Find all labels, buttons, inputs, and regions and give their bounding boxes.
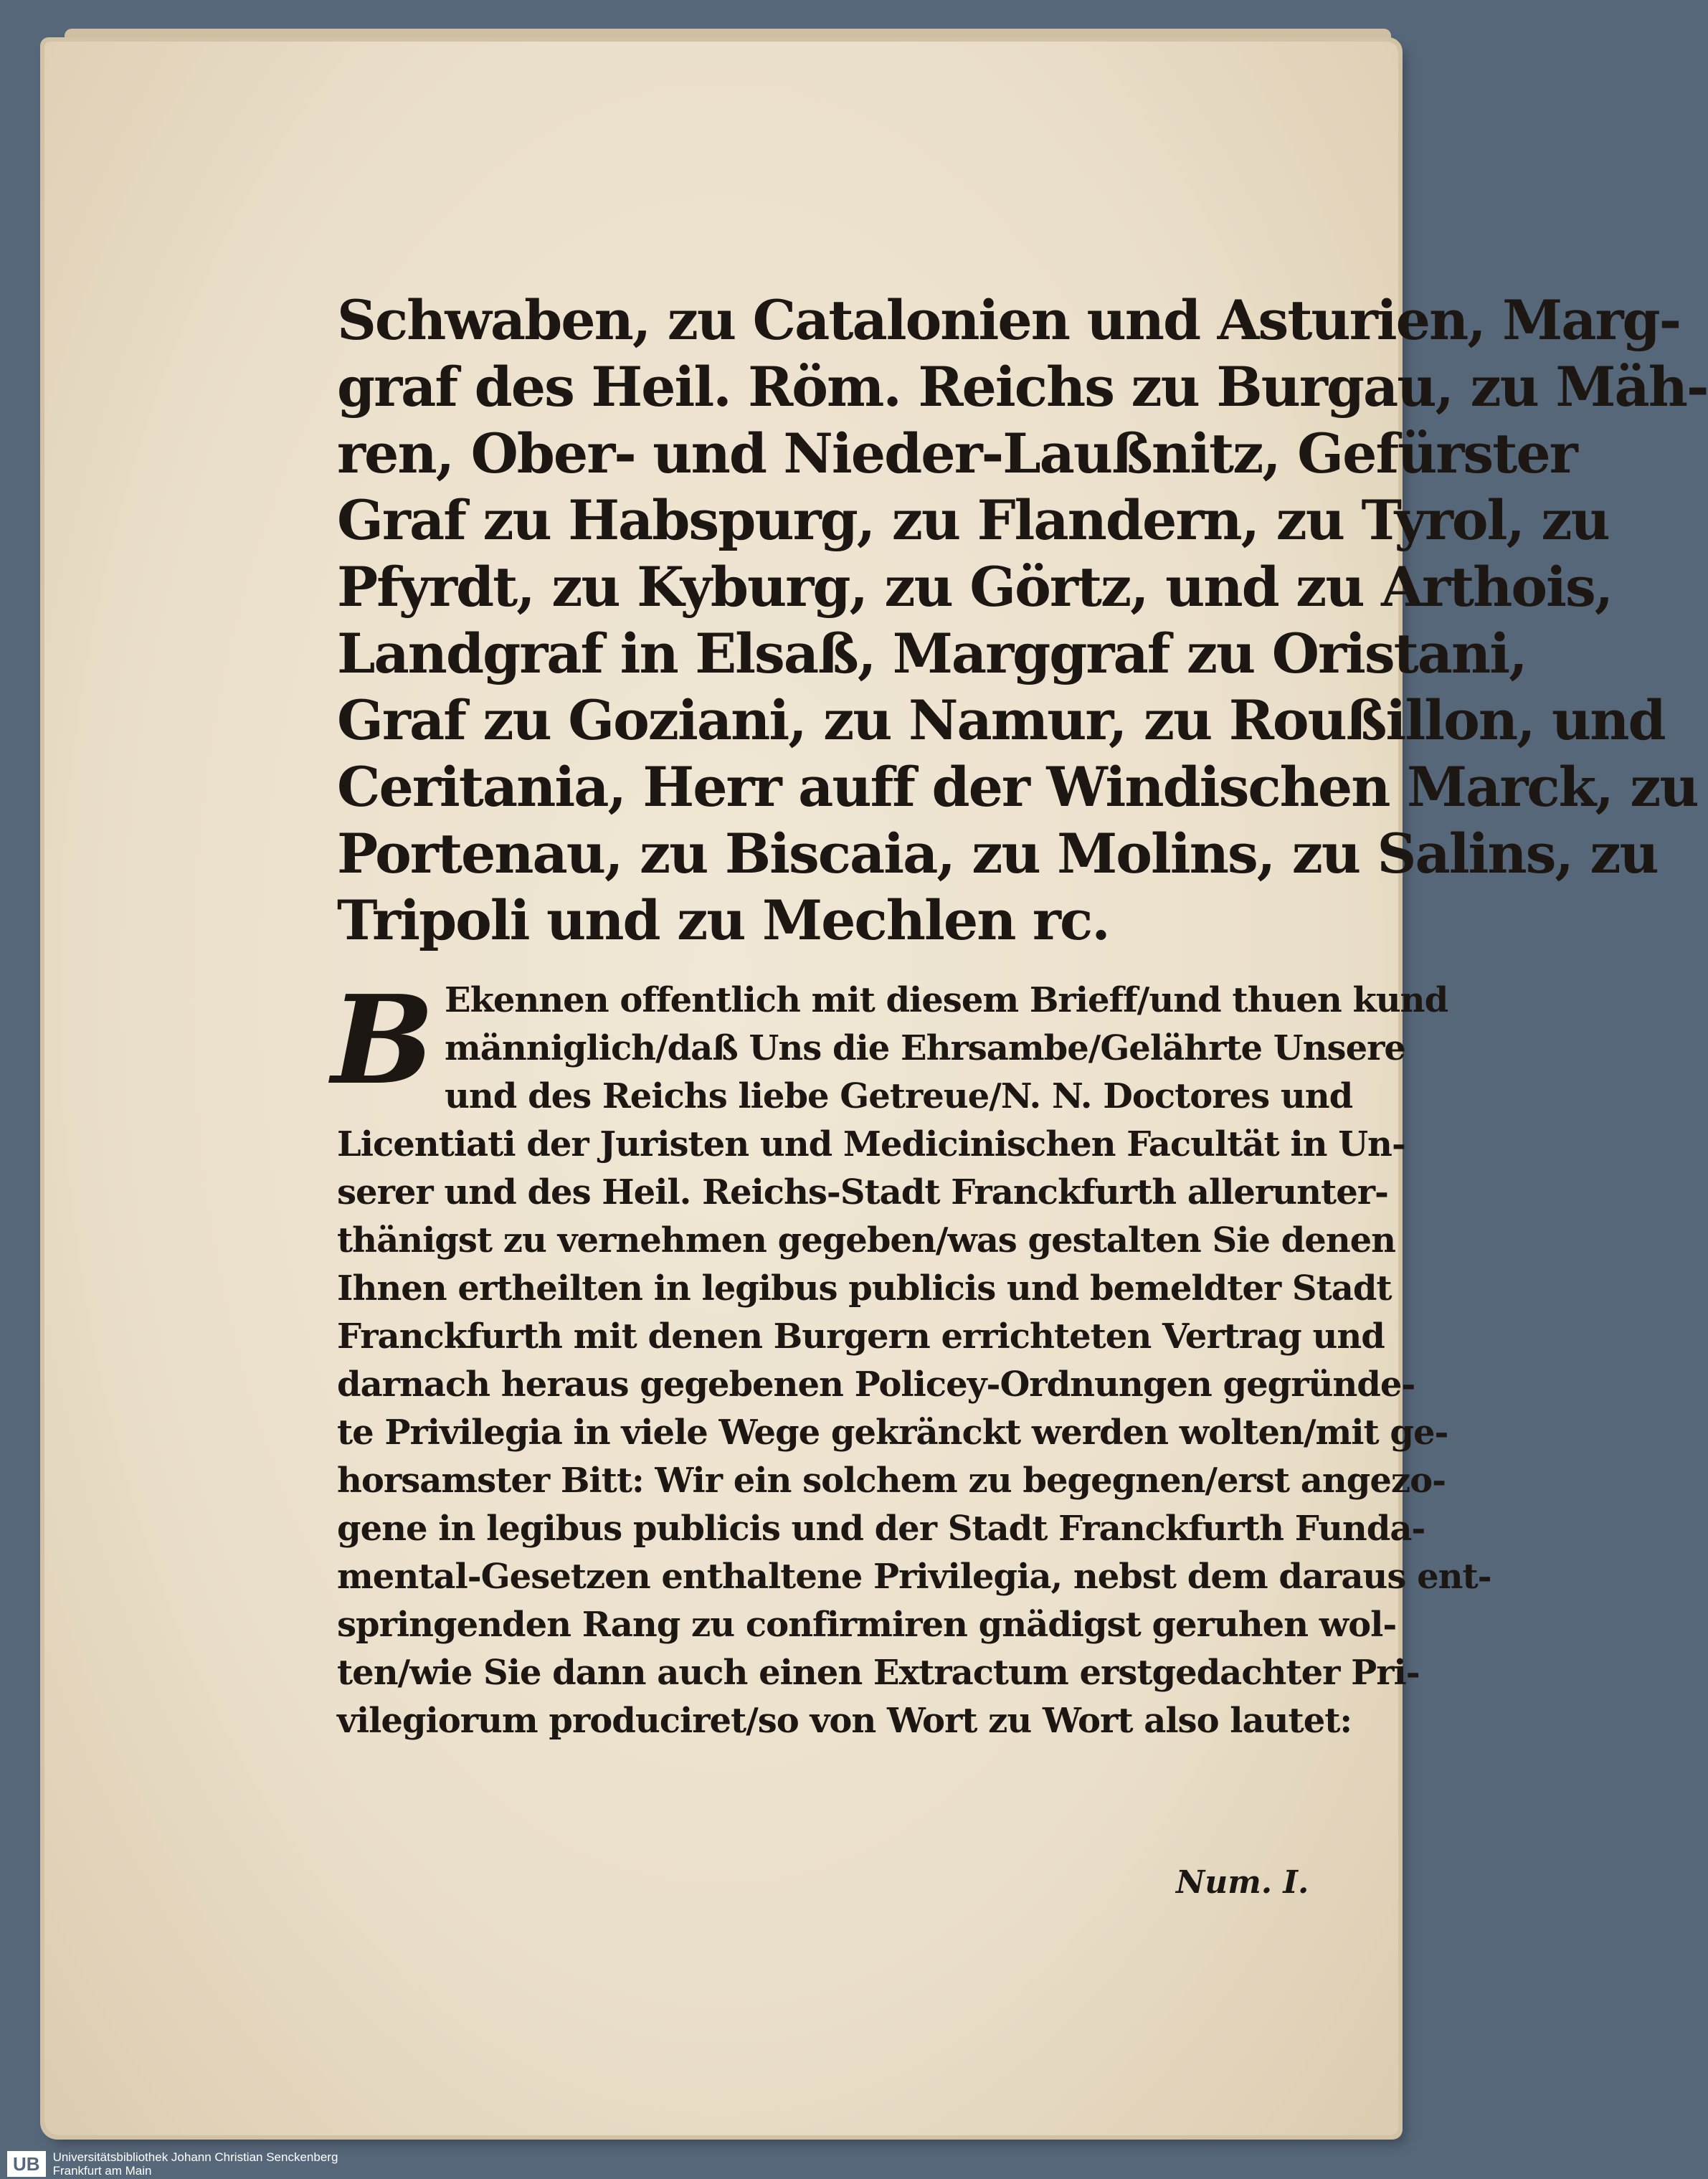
title-line: Portenau, zu Biscaia, zu Molins, zu Salins, zu (337, 822, 1658, 886)
library-name: Universitätsbibliothek Johann Christian Senckenberg (52, 2150, 338, 2164)
body-line: Ihnen ertheilten in legibus publicis und bemeldter Stadt (337, 1268, 1392, 1309)
title-line: Graf zu Habspurg, zu Flandern, zu Tyrol, zu (337, 488, 1609, 552)
body-line: Franckfurth mit denen Burgern errichteten Vertrag und (337, 1316, 1385, 1357)
body-paragraph (331, 969, 1491, 1745)
body-line: serer und des Heil. Reichs-Stadt Franckfurth allerunter- (337, 1172, 1388, 1212)
title-line: Graf zu Goziani, zu Namur, zu Roußillon, und (337, 688, 1665, 752)
body-line: vilegiorum produciret/so von Wort zu Wort also lautet: (337, 1701, 1352, 1741)
title-line: graf des Heil. Röm. Reichs zu Burgau, zu Mäh- (337, 355, 1708, 419)
decorated-initial: B (331, 969, 435, 1112)
title-line: ren, Ober- und Nieder-Laußnitz, Gefürster (337, 422, 1577, 485)
body-line: mental-Gesetzen enthaltene Privilegia, nebst dem daraus ent- (337, 1557, 1491, 1597)
title-line: Ceritania, Herr auff der Windischen Marck, zu (337, 755, 1698, 819)
body-line: ten/wie Sie dann auch einen Extractum erstgedachter Pri- (337, 1653, 1420, 1693)
body-line: männiglich/daß Uns die Ehrsambe/Gelährte Unsere (445, 1028, 1405, 1068)
title-line: Tripoli und zu Mechlen rc. (337, 888, 1109, 952)
body-line: Licentiati der Juristen und Medicinischen Facultät in Un- (337, 1124, 1405, 1164)
body-line: und des Reichs liebe Getreue/N. N. Doctores und (445, 1076, 1353, 1116)
body-line: te Privilegia in viele Wege gekränckt werden wolten/mit ge- (337, 1413, 1448, 1453)
title-line: Pfyrdt, zu Kyburg, zu Görtz, und zu Arthois, (337, 555, 1613, 619)
title-line: Landgraf in Elsaß, Marggraf zu Oristani, (337, 622, 1527, 685)
library-logo: UB (7, 2151, 46, 2177)
library-footer (0, 2149, 387, 2179)
catchword: Num. I. (1176, 1864, 1309, 1901)
body-line: springenden Rang zu confirmiren gnädigst geruhen wol- (337, 1605, 1397, 1645)
body-line: thänigst zu vernehmen gegeben/was gestalten Sie denen (337, 1220, 1396, 1261)
body-line: gene in legibus publicis und der Stadt Franckfurth Funda- (337, 1509, 1425, 1549)
body-line: horsamster Bitt: Wir ein solchem zu begegnen/erst angezo- (337, 1461, 1446, 1501)
text-block (331, 287, 1708, 1745)
body-line: Ekennen offentlich mit diesem Brieff/und thuen kund (445, 980, 1448, 1020)
title-lines (337, 287, 1708, 954)
body-line: darnach heraus gegebenen Policey-Ordnungen gegründe- (337, 1364, 1415, 1405)
library-credit (53, 2150, 338, 2178)
library-city: Frankfurt am Main (52, 2164, 152, 2178)
title-line: Schwaben, zu Catalonien und Asturien, Marg- (337, 288, 1681, 352)
